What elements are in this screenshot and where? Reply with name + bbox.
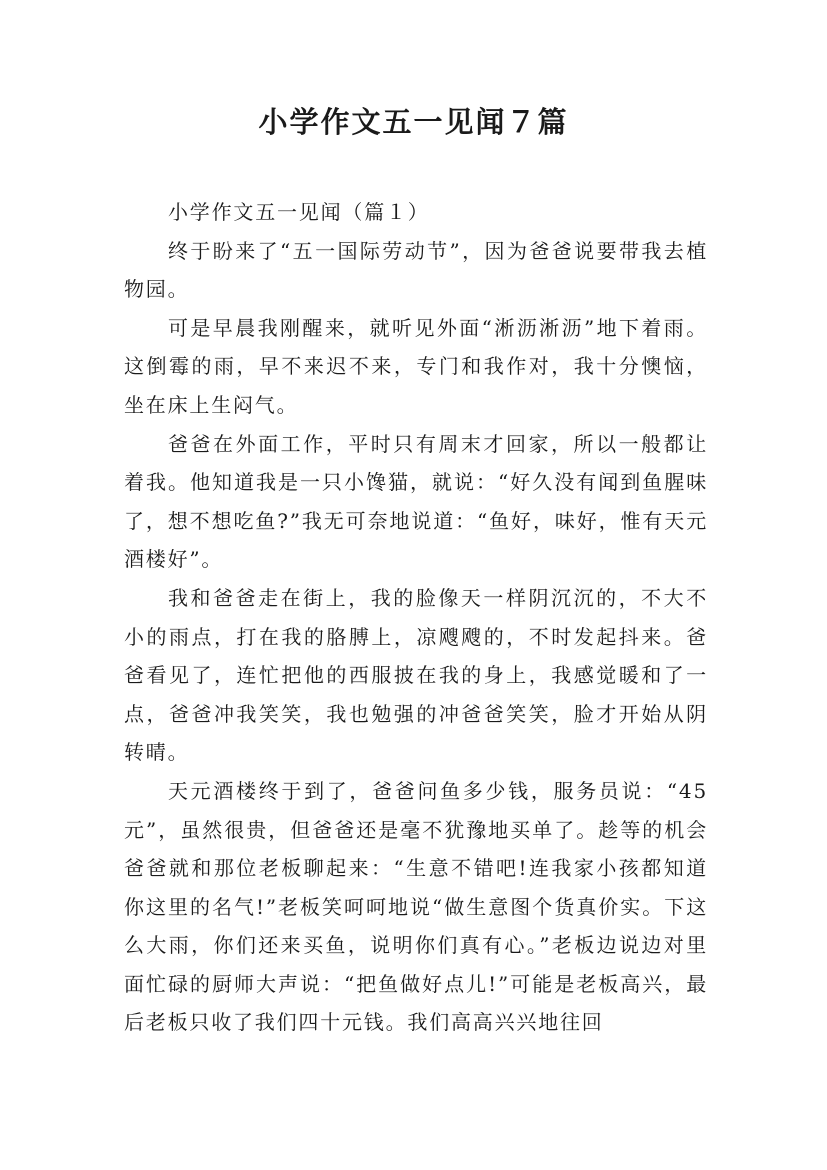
paragraph-1: 终于盼来了“五一国际劳动节”，因为爸爸说要带我去植物园。 [124,238,708,302]
document-body [124,193,708,1042]
paragraph-5: 天元酒楼终于到了，爸爸问鱼多少钱，服务员说：“45元”，虽然很贵，但爸爸还是毫不犹豫地买单了。趁等的机会爸爸就和那位老板聊起来：“生意不错吧!连我家小孩都知道你这里的名气!”老板笑呵呵地说“做生意图个货真价实。下这么大雨，你们还来买鱼，说明你们真有心。”老板边说边对里面忙碌的厨师大声说：“把鱼做好点儿!”可能是老板高兴，最后老板只收了我们四十元钱。我们高高兴兴地往回 [124,778,708,1035]
paragraph-2: 可是早晨我刚醒来，就听见外面“淅沥淅沥”地下着雨。这倒霉的雨，早不来迟不来，专门和我作对，我十分懊恼，坐在床上生闷气。 [124,315,708,417]
paragraph-4: 我和爸爸走在街上，我的脸像天一样阴沉沉的，不大不小的雨点，打在我的胳膊上，凉飕飕的，不时发起抖来。爸爸看见了，连忙把他的西服披在我的身上，我感觉暖和了一点，爸爸冲我笑笑，我也勉强的冲爸爸笑笑，脸才开始从阴转晴。 [124,585,708,765]
document-title: 小学作文五一见闻７篇 [258,105,569,139]
section-heading: 小学作文五一见闻（篇１） [168,200,430,224]
paragraph-3: 爸爸在外面工作，平时只有周末才回家，所以一般都让着我。他知道我是一只小馋猫，就说：“好久没有闻到鱼腥味了，想不想吃鱼?”我无可奈地说道：“鱼好，味好，惟有天元酒楼好”。 [124,431,708,572]
